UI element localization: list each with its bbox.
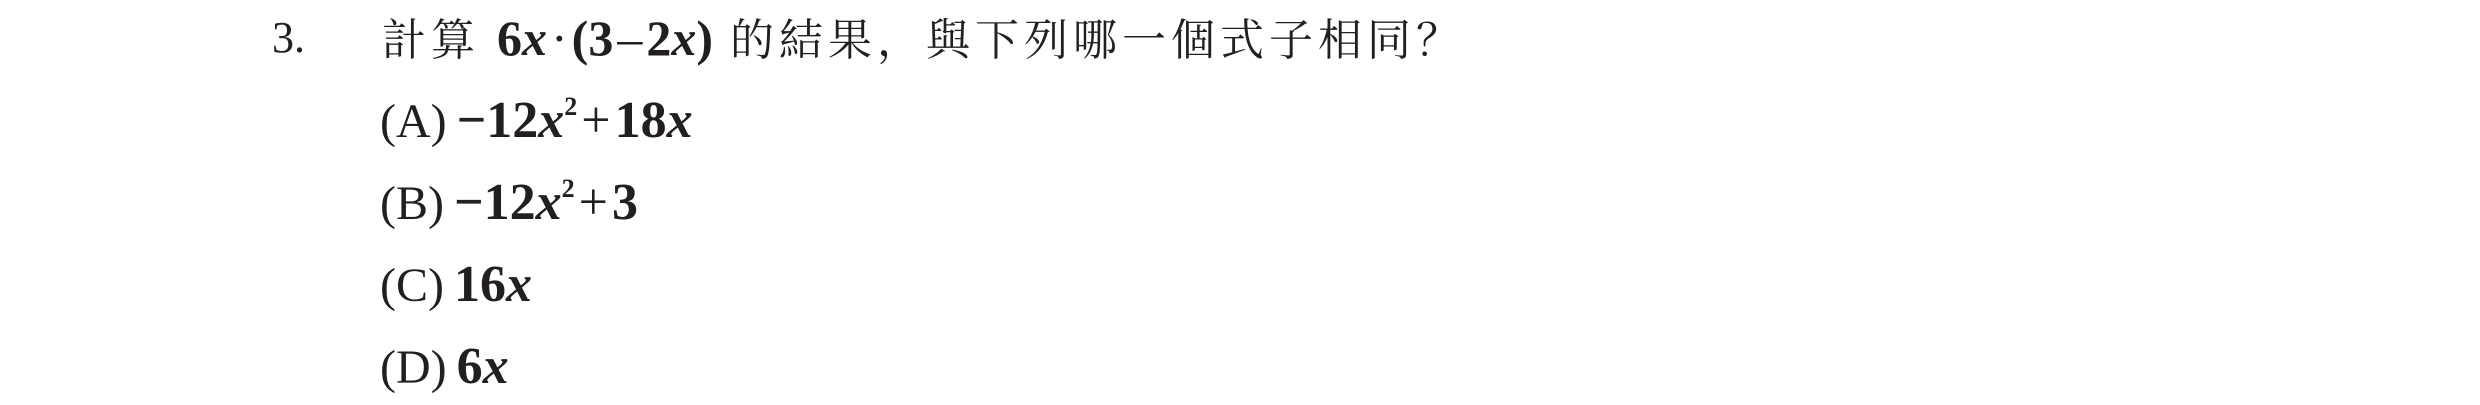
option-c-label: (C) — [380, 259, 444, 312]
option-a-plus: + — [581, 92, 611, 149]
option-b — [380, 170, 638, 237]
option-d-var: x — [482, 338, 509, 395]
option-d — [380, 334, 509, 401]
option-b-exp: 2 — [561, 174, 575, 203]
option-d-coef: 6 — [456, 338, 483, 395]
expr-close-paren: ) — [696, 10, 713, 66]
expr-dot: · — [551, 10, 568, 66]
option-b-plus: + — [578, 174, 608, 231]
option-b-coef: 12 — [483, 174, 536, 231]
option-b-label: (B) — [380, 177, 444, 230]
option-a-expression — [457, 92, 693, 149]
question-number: 3. — [272, 13, 305, 62]
option-c-expression — [454, 256, 532, 313]
option-b-term2: 3 — [611, 174, 638, 231]
option-c-coef: 16 — [453, 256, 506, 313]
stem-expression — [497, 10, 713, 66]
option-a-term2: 18 — [614, 92, 667, 149]
option-a-var: x — [538, 92, 565, 149]
question-stem — [382, 8, 1465, 71]
option-c — [380, 252, 532, 319]
stem-suffix: 的結果，與下列哪一個式子相同？ — [729, 16, 1465, 65]
expr-var2: x — [671, 10, 697, 66]
option-a-coef: 12 — [486, 92, 539, 149]
expr-coef: 6 — [497, 10, 522, 66]
option-a-neg: − — [456, 92, 487, 149]
option-d-label: (D) — [380, 341, 447, 394]
expr-three: 3 — [588, 10, 614, 66]
option-d-expression — [457, 338, 509, 395]
option-c-var: x — [505, 256, 532, 313]
expr-two: 2 — [646, 10, 672, 66]
option-b-neg: − — [453, 174, 484, 231]
option-a — [380, 88, 693, 155]
stem-prefix: 計算 — [382, 16, 480, 65]
option-a-var2: x — [666, 92, 693, 149]
expr-open-paren: ( — [571, 10, 589, 66]
option-b-var: x — [535, 174, 562, 231]
expr-var: x — [522, 10, 547, 66]
option-a-label: (A) — [380, 95, 447, 148]
option-b-expression — [454, 174, 638, 231]
expr-minus: – — [617, 10, 643, 66]
option-a-exp: 2 — [564, 92, 578, 121]
